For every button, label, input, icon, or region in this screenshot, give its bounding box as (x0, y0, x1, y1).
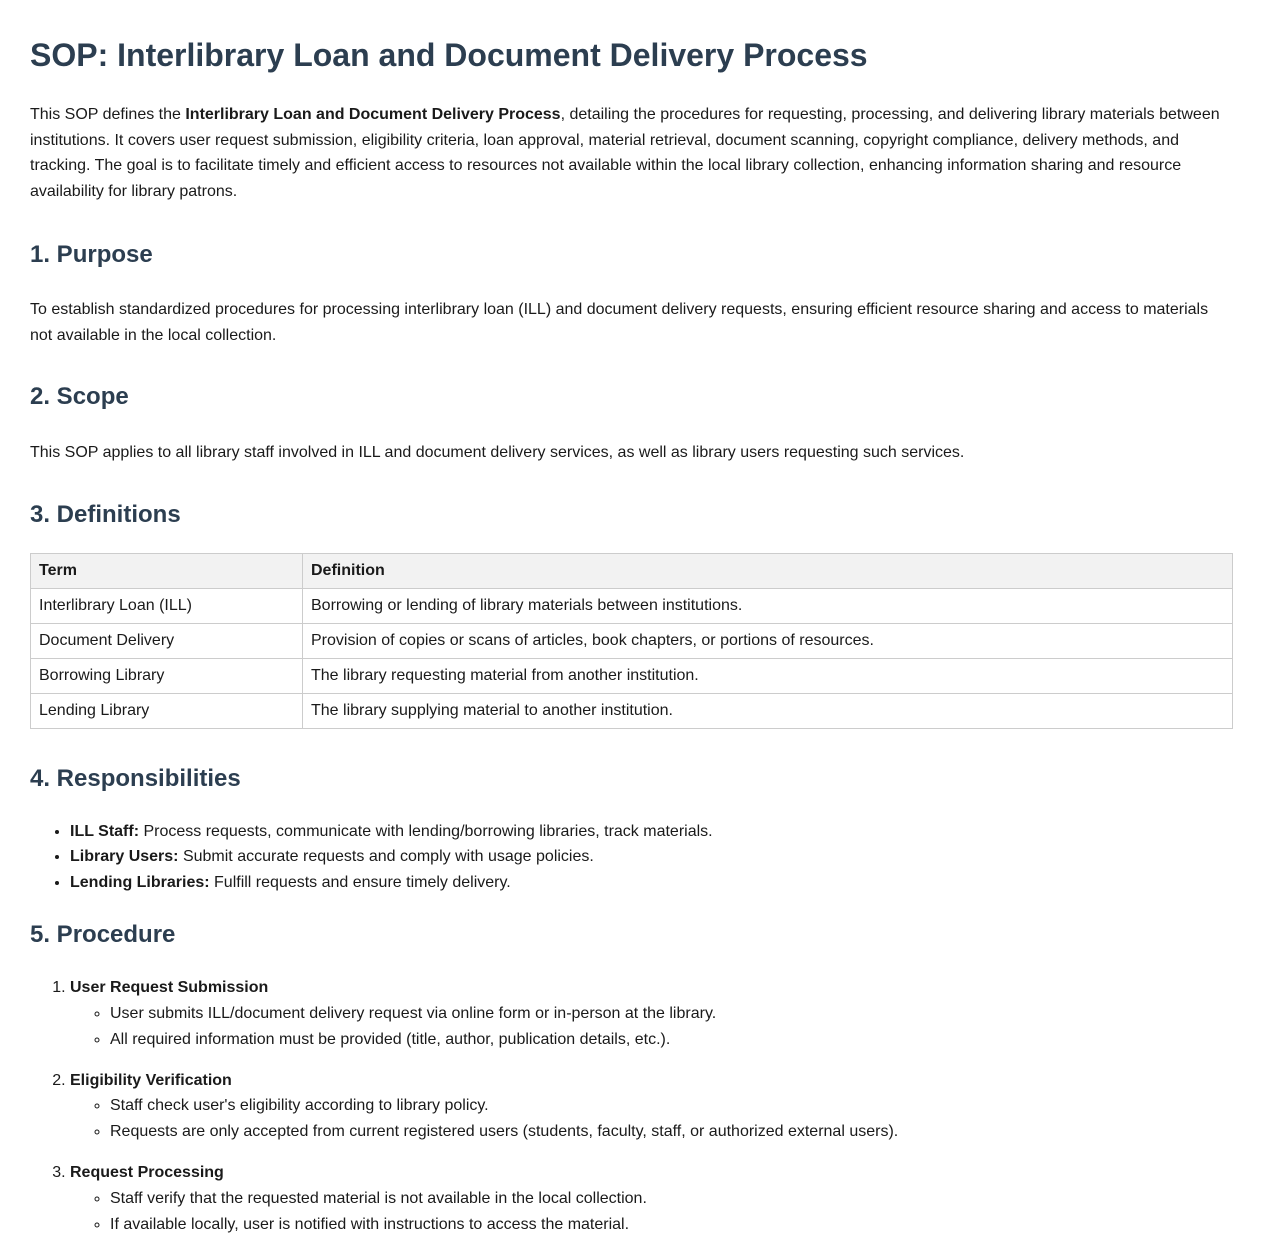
responsibilities-list (30, 819, 1233, 896)
role-label: ILL Staff: (70, 822, 140, 840)
column-header-definition: Definition (303, 553, 1233, 588)
role-label: Library Users: (70, 848, 179, 865)
step-details-list (70, 1093, 1233, 1145)
scope-text: This SOP applies to all library staff involved in ILL and document delivery services, as well as library users requesting such services. (30, 444, 965, 461)
step-details-list (70, 1186, 1233, 1238)
procedure-heading: 5. Procedure (30, 921, 176, 948)
role-description: Submit accurate requests and comply with usage policies. (178, 848, 594, 865)
purpose-text: To establish standardized procedures for processing interlibrary loan (ILL) and document delivery requests, ensuring efficient resource sharing and access to materials not available in the local collection. (30, 301, 1209, 344)
table-row (31, 693, 1233, 728)
page-title: SOP: Interlibrary Loan and Document Delivery Process (30, 37, 868, 73)
step-title: User Request Submission (70, 979, 269, 996)
list-item: ◦ Requests are only accepted from current registered users (students, faculty, staff, or authorized external users). (110, 1119, 1233, 1145)
term-cell: Borrowing Library (31, 658, 303, 693)
step-title: Eligibility Verification (70, 1071, 232, 1089)
procedure-step (70, 975, 1233, 1053)
scope-heading: 2. Scope (30, 383, 129, 410)
role-description: Process requests, communicate with lending/borrowing libraries, track materials. (139, 822, 713, 840)
definition-cell: The library requesting material from another institution. (303, 658, 1233, 693)
step-details-list (70, 1001, 1233, 1053)
table-row (31, 623, 1233, 658)
table-row (31, 658, 1233, 693)
intro-text-end: , detailing the procedures for requesting, processing, and delivering library materials between institutions. It covers user request submission, eligibility criteria, loan approval, material retrieval, document scanning, copyright compliance, delivery methods, and tracking. The goal is to facilitate timely and efficient access to resources not available within the local library collection, enhancing information sharing and resource availability for library patrons. (30, 106, 1220, 200)
definition-cell: Provision of copies or scans of articles, book chapters, or portions of resources. (303, 623, 1233, 658)
list-item: ◦ All required information must be provided (title, author, publication details, etc.). (110, 1027, 1233, 1053)
procedure-steps-list (30, 975, 1233, 1238)
procedure-step (70, 1068, 1233, 1146)
definitions-heading: 3. Definitions (30, 500, 181, 528)
list-item (70, 870, 1233, 896)
list-item (70, 844, 1233, 870)
list-item: ◦ Staff check user's eligibility according to library policy. (110, 1093, 1233, 1119)
role-description: Fulfill requests and ensure timely delivery. (209, 873, 511, 891)
term-cell: Document Delivery (31, 623, 303, 658)
term-cell: Lending Library (31, 693, 303, 728)
list-item: ◦ User submits ILL/document delivery request via online form or in-person at the library. (110, 1001, 1233, 1027)
term-cell: Interlibrary Loan (ILL) (31, 588, 303, 623)
column-header-term: Term (31, 553, 303, 588)
list-item: ◦ If available locally, user is notified with instructions to access the material. (110, 1212, 1233, 1238)
responsibilities-heading: 4. Responsibilities (30, 764, 241, 792)
list-item: ◦ Staff verify that the requested material is not available in the local collection. (110, 1186, 1233, 1212)
table-header-row (31, 553, 1233, 588)
role-label: Lending Libraries: (70, 873, 210, 891)
definition-cell: Borrowing or lending of library materials between institutions. (303, 588, 1233, 623)
list-item (70, 819, 1233, 845)
table-row (31, 588, 1233, 623)
step-title: Request Processing (70, 1164, 224, 1181)
definition-cell: The library supplying material to another institution. (303, 693, 1233, 728)
intro-text-start: This SOP defines the (30, 106, 186, 123)
purpose-heading: 1. Purpose (30, 241, 153, 268)
definitions-table (30, 553, 1233, 729)
intro-paragraph (30, 102, 1233, 204)
intro-text-bold: Interlibrary Loan and Document Delivery Process (185, 106, 561, 123)
procedure-step (70, 1160, 1233, 1238)
